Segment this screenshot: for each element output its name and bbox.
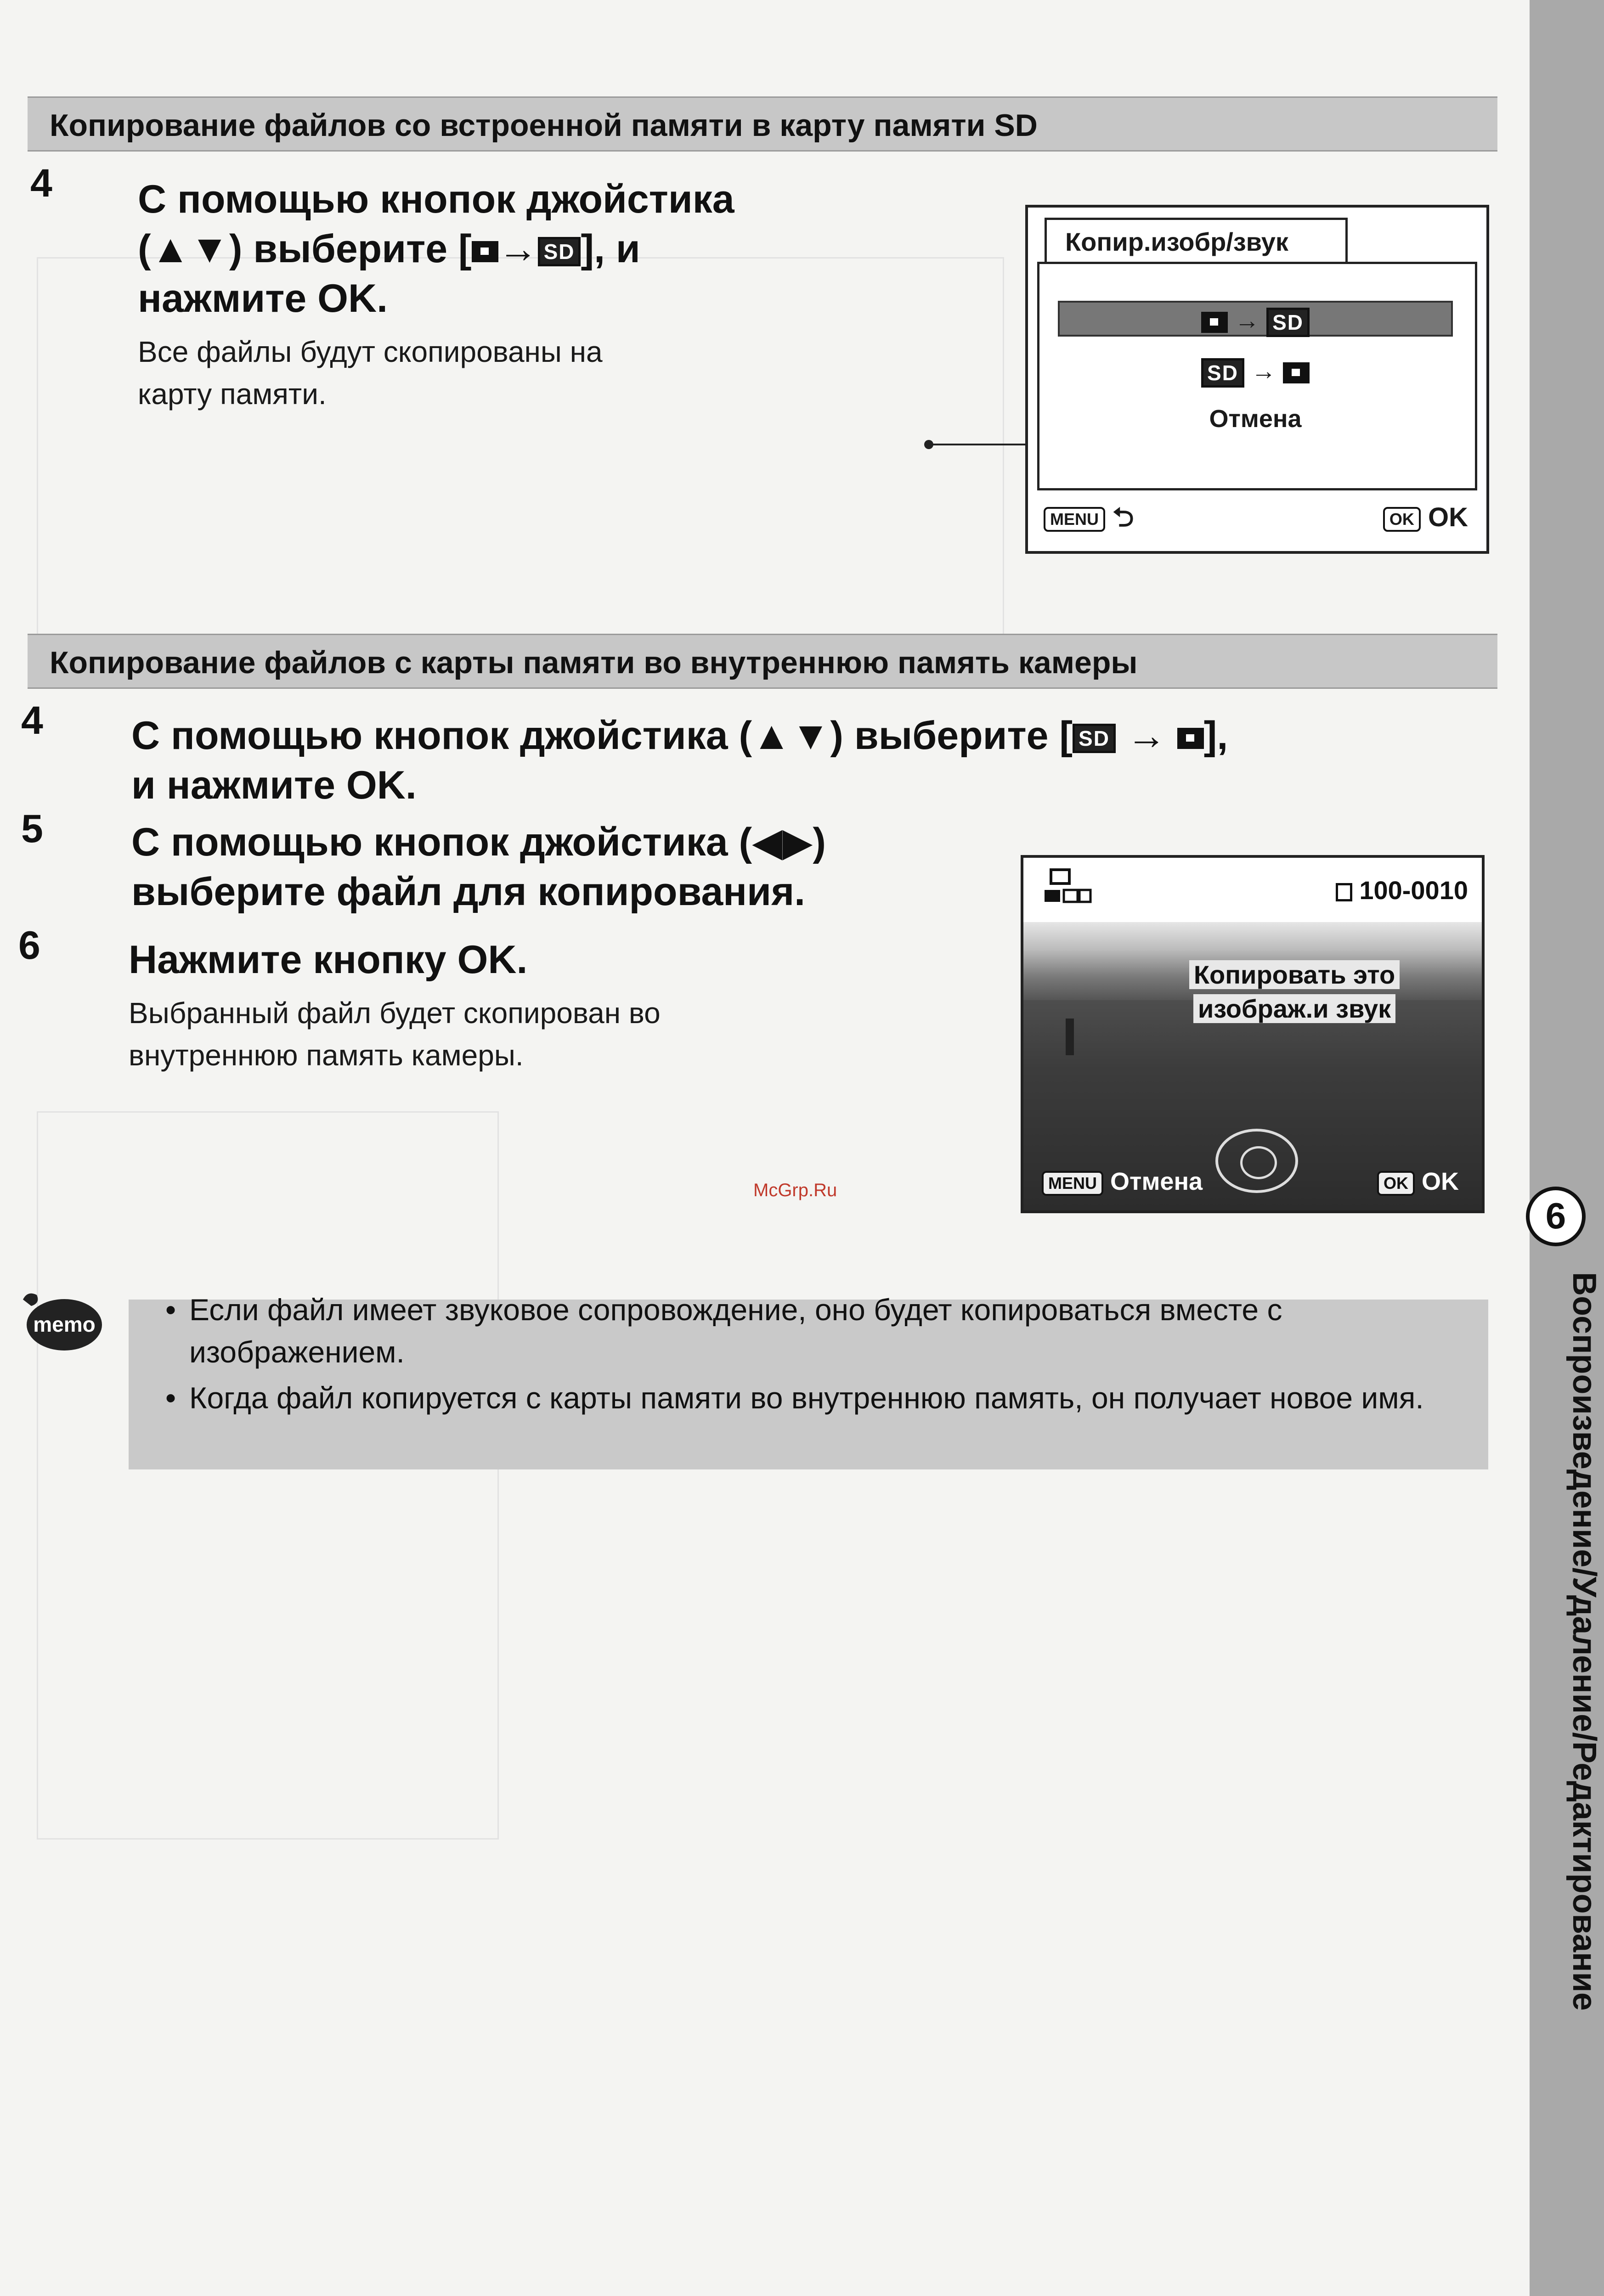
back-arrow-icon: ⮌ [1113,502,1134,532]
option-internal-to-sd[interactable]: → SD [1058,301,1453,337]
sd-card-icon: SD [1201,358,1244,388]
person-figure [1066,1019,1074,1055]
internal-memory-icon [1177,728,1204,749]
internal-memory-icon [472,241,498,262]
step-number: 4 [30,161,52,205]
option-cancel[interactable]: Отмена [1209,405,1302,433]
cancel-label: Отмена [1110,1168,1203,1195]
ok-hint[interactable]: OK OK [1377,1165,1459,1198]
camera-screen-copy-confirm [1021,855,1485,1213]
file-number: 100-0010 [1336,875,1468,905]
section-header-sd-to-internal [28,634,1497,689]
memo-icon [14,1286,106,1355]
svg-text:memo: memo [33,1312,96,1336]
step-number: 5 [21,807,43,851]
step-heading-line: С помощью кнопок джойстика (▲▼) выберите [ SD → ], [131,714,1228,758]
protect-frame-icon [1336,883,1352,901]
internal-memory-icon [1201,312,1228,333]
step-heading-line: нажмите OK. [138,276,388,321]
menu-key: MENU [1044,507,1105,532]
step-heading-line: (▲▼) выберите [ → SD ], и [138,227,640,271]
section-title: Копирование файлов со встроенной памяти в карту памяти SD [50,108,1038,143]
step-heading [131,711,1228,810]
menu-tab-title: Копир.изобр/звук [1045,218,1348,264]
copy-mode-icon [1042,867,1092,917]
bleed-through-ghost [37,1111,499,1840]
step-heading: Нажмите кнопку OK. [129,938,528,982]
step-heading-line: С помощью кнопок джойстика [138,177,734,221]
ok-key: OK [1377,1171,1415,1196]
watermark: McGrp.Ru [753,1180,837,1200]
menu-panel [1037,262,1477,490]
callout-line [928,444,1025,445]
step-number: 6 [18,923,40,968]
step-heading [138,174,734,323]
section-header-internal-to-sd [28,96,1497,152]
callout-dot [924,440,933,449]
sd-card-icon: SD [1266,308,1310,337]
memo-item: • Если файл имеет звуковое сопровождение, оно будет копироваться вместе с изображением. [165,1289,1433,1373]
copy-confirm-message: Копировать это изображ.и звук [1115,958,1474,1026]
camera-screen-copy-menu [1025,205,1489,554]
sd-card-icon: SD [1073,724,1116,753]
chapter-title: Воспроизведение/Удаление/Редактирование [1566,1272,1603,2011]
step-description: Все файлы будут скопированы на карту памяти. [138,335,603,411]
step-number: 4 [21,698,43,743]
internal-memory-icon [1283,362,1310,383]
joystick-dial-icon [1215,1129,1298,1193]
ok-key: OK [1383,507,1421,532]
step-description: Выбранный файл будет скопирован во внутреннюю память камеры. [129,996,661,1072]
section-title: Копирование файлов с карты памяти во внутреннюю память камеры [50,645,1138,680]
sd-card-icon: SD [538,237,581,266]
menu-key: MENU [1042,1171,1103,1196]
memo-list [165,1289,1433,1423]
menu-back-hint[interactable] [1044,501,1134,534]
option-sd-to-internal[interactable]: SD → [1058,353,1453,389]
step-heading: С помощью кнопок джойстика (◀▶) выберите файл для копирования. [131,820,826,914]
step-heading-line: и нажмите OK. [131,763,417,807]
menu-cancel-hint[interactable] [1042,1165,1203,1198]
ok-hint[interactable]: OK OK [1383,501,1468,534]
chapter-number-badge: 6 [1526,1187,1586,1246]
memo-item: • Когда файл копируется с карты памяти во внутреннюю память, он получает новое имя. [165,1377,1433,1419]
